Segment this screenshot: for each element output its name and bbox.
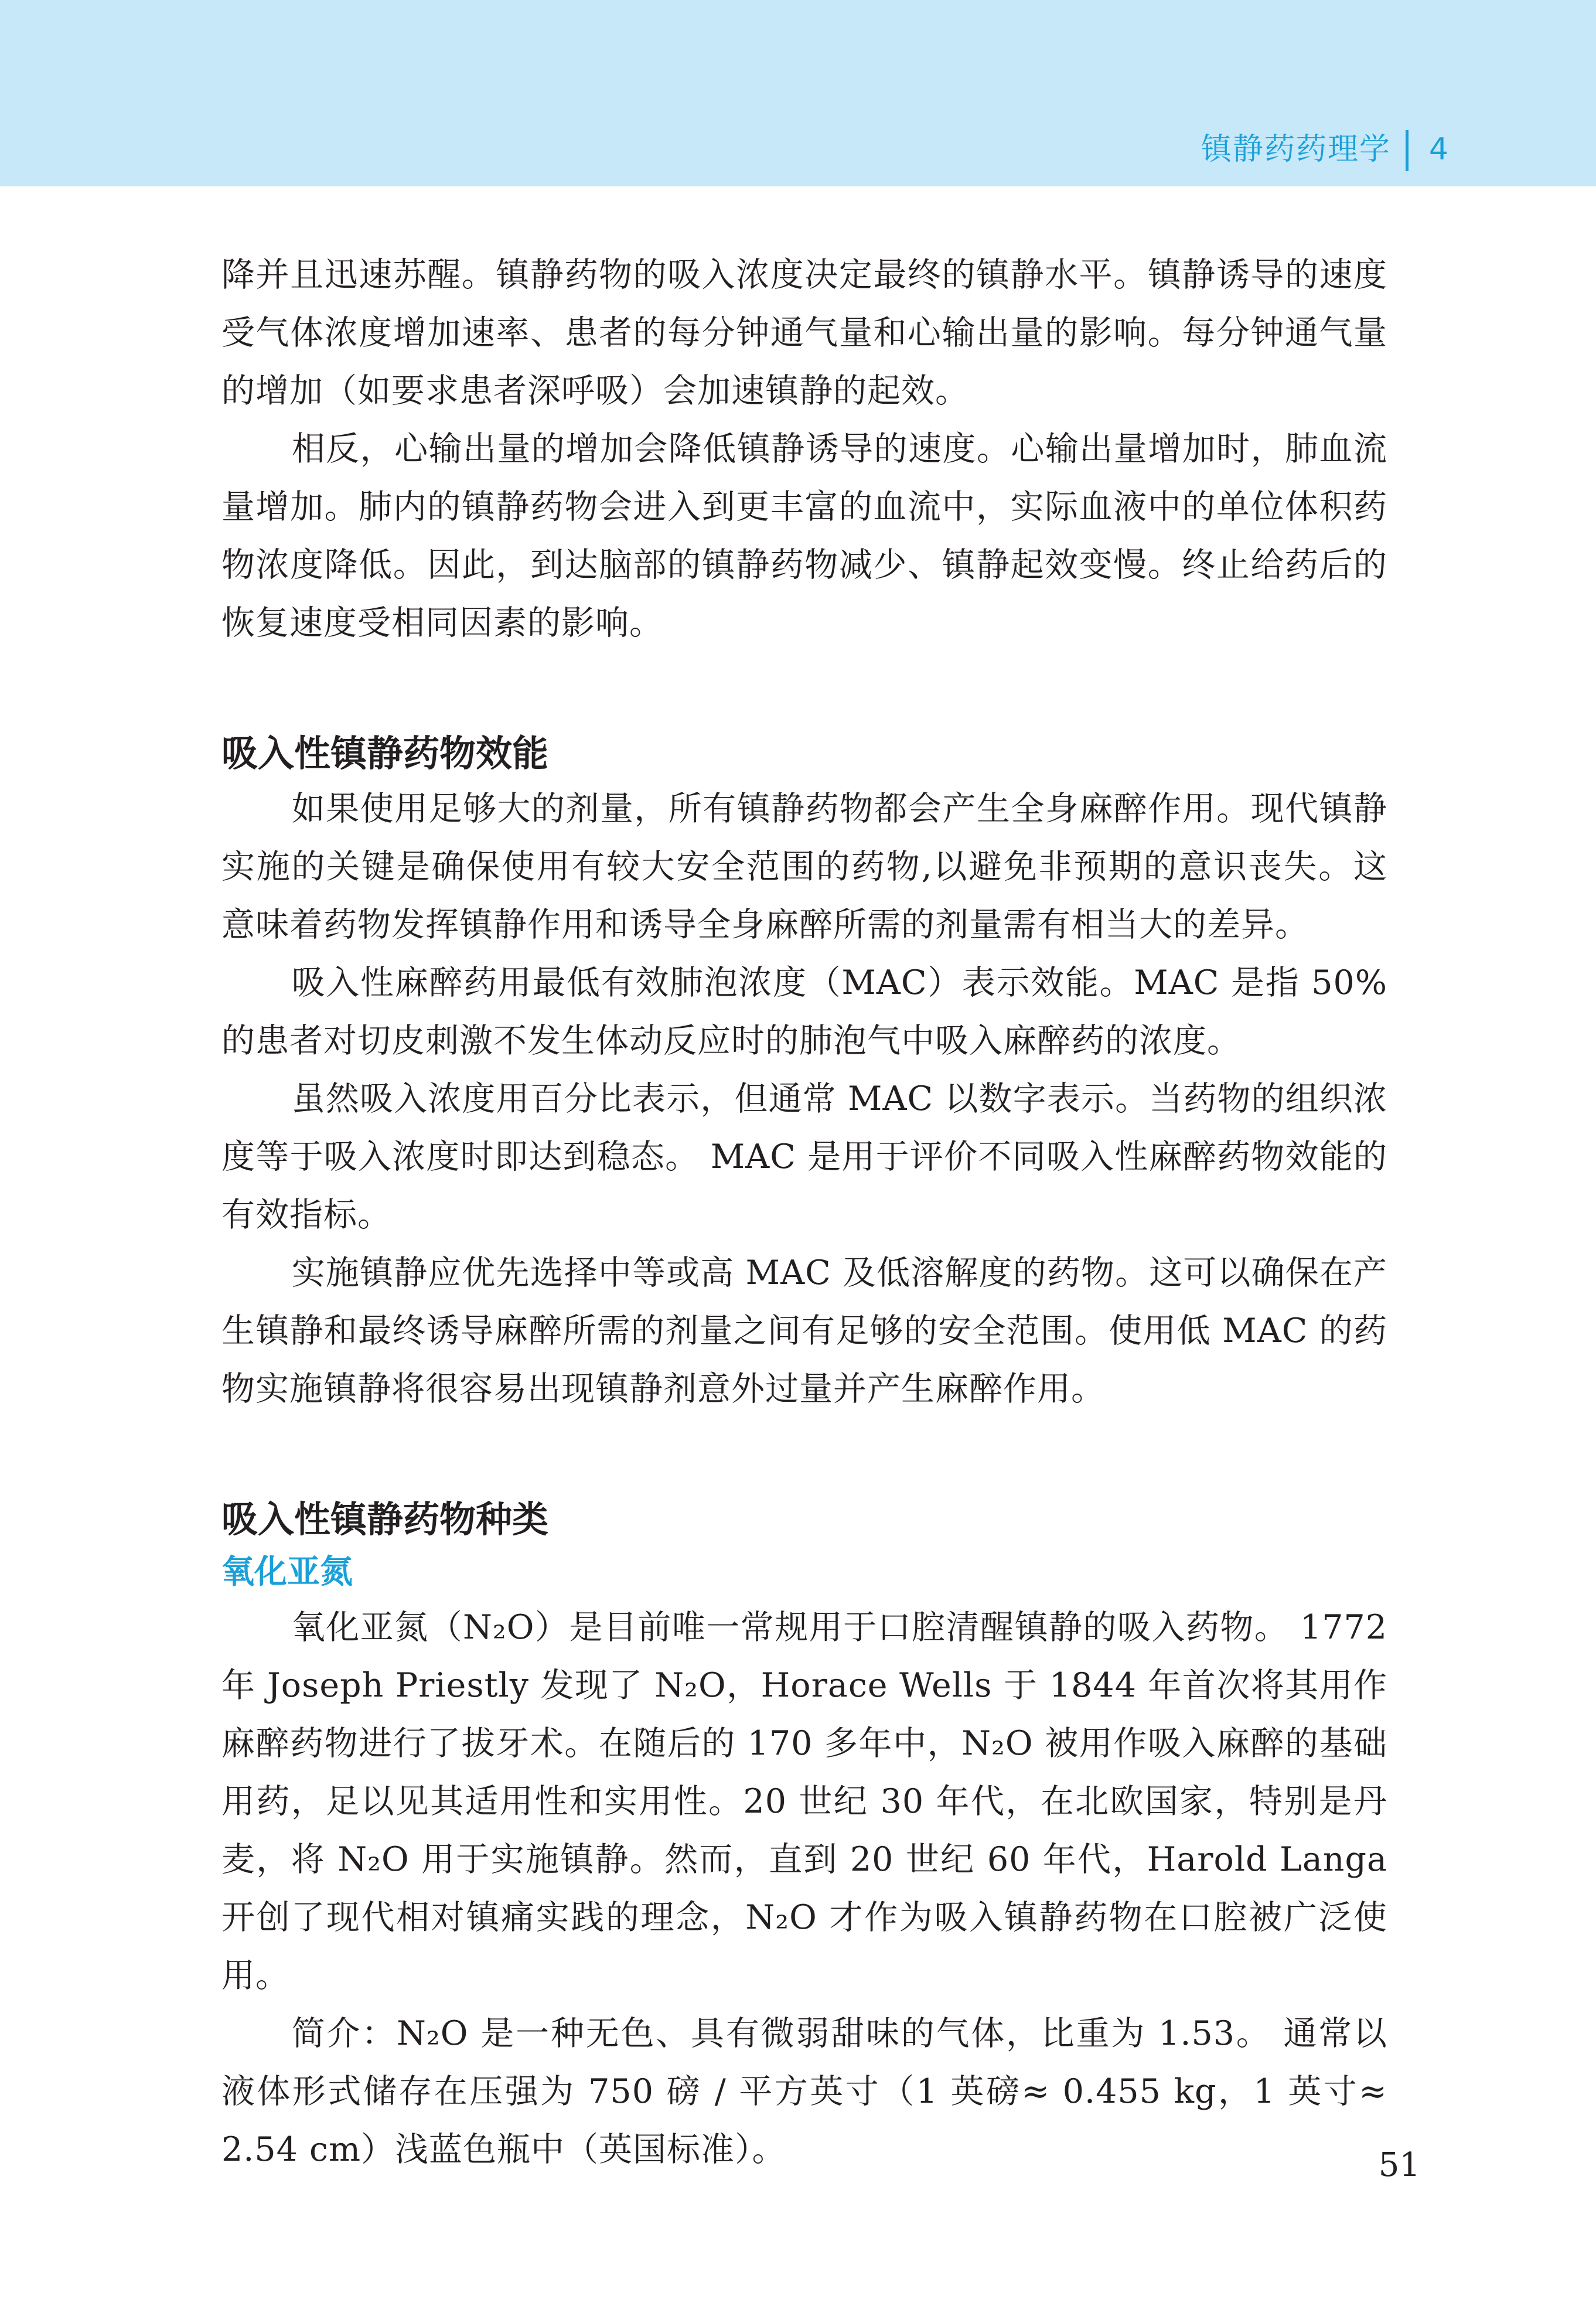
paragraph: 简介：N₂O 是一种无色、具有微弱甜味的气体，比重为 1.53。 通常以液体形式储存在压强为 750 磅 / 平方英寸（1 英磅≈ 0.455 kg，1 英寸≈ 2.54 cm）浅蓝色瓶中（英国标准）。 <box>221 2014 1387 2169</box>
paragraph: 氧化亚氮（N₂O）是目前唯一常规用于口腔清醒镇静的吸入药物。 1772 年 Joseph Priestly 发现了 N₂O，Horace Wells 于 1844 年首次将其用作麻醉药物进行了拔牙术。在随后的 170 多年中，N₂O 被用作吸入麻醉的基础用药，足以见其适用性和实用性。20 世纪 30 年代，在北欧国家，特别是丹麦，将 N₂O 用于实施镇静。然而，直到 20 世纪 60 年代，Harold Langa 开创了现代相对镇痛实践的理念，N₂O 才作为吸入镇静药物在口腔被广泛使用。 <box>221 1608 1387 1995</box>
chapter-number: 4 <box>1428 132 1448 167</box>
header-divider <box>1406 130 1409 171</box>
paragraph: 相反，心输出量的增加会降低镇静诱导的速度。心输出量增加时，肺血流量增加。肺内的镇静药物会进入到更丰富的血流中，实际血液中的单位体积药物浓度降低。因此，到达脑部的镇静药物减少、镇静起效变慢。终止给药后的恢复速度受相同因素的影响。 <box>221 430 1387 642</box>
paragraph: 虽然吸入浓度用百分比表示，但通常 MAC 以数字表示。当药物的组织浓度等于吸入浓度时即达到稳态。 MAC 是用于评价不同吸入性麻醉药物效能的有效指标。 <box>221 1079 1387 1234</box>
paragraph: 实施镇静应优先选择中等或高 MAC 及低溶解度的药物。这可以确保在产生镇静和最终诱导麻醉所需的剂量之间有足够的安全范围。使用低 MAC 的药物实施镇静将很容易出现镇静剂意外过量并产生麻醉作用。 <box>221 1254 1387 1408</box>
section-heading: 吸入性镇静药物效能 <box>221 732 549 775</box>
page-content <box>221 246 1387 2179</box>
paragraph: 降并且迅速苏醒。镇静药物的吸入浓度决定最终的镇静水平。镇静诱导的速度受气体浓度增加速率、患者的每分钟通气量和心输出量的影响。每分钟通气量的增加（如要求患者深呼吸）会加速镇静的起效。 <box>221 256 1387 410</box>
paragraph: 如果使用足够大的剂量，所有镇静药物都会产生全身麻醉作用。现代镇静实施的关键是确保使用有较大安全范围的药物,以避免非预期的意识丧失。这意味着药物发挥镇静作用和诱导全身麻醉所需的剂量需有相当大的差异。 <box>221 789 1387 944</box>
subsection-heading: 氧化亚氮 <box>221 1553 353 1591</box>
page-number: 51 <box>1378 2146 1420 2184</box>
section-heading: 吸入性镇静药物种类 <box>221 1498 549 1541</box>
running-header-title: 镇静药药理学 <box>1201 132 1391 167</box>
paragraph: 吸入性麻醉药用最低有效肺泡浓度（MAC）表示效能。MAC 是指 50% 的患者对切皮刺激不发生体动反应时的肺泡气中吸入麻醉药的浓度。 <box>221 963 1387 1060</box>
